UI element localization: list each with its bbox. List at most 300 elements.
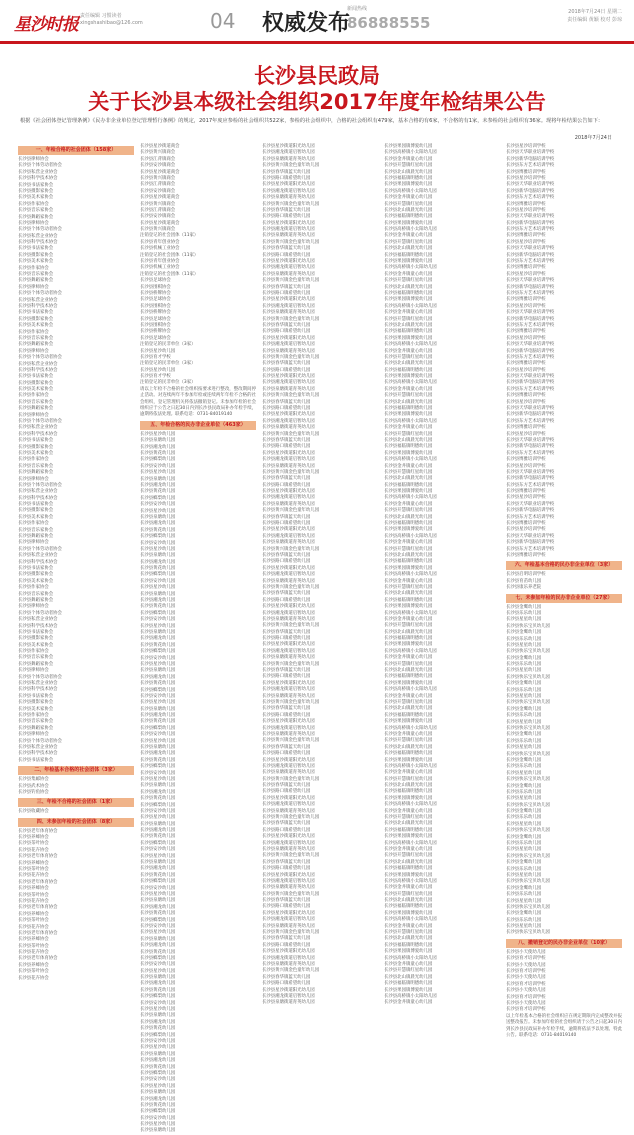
organization-item: 长沙县星沙街道阳光幼儿园 bbox=[262, 949, 315, 955]
organization-item: 长沙县泉塘幼儿园 bbox=[140, 745, 176, 751]
organization-item: 长沙县金鹰幼儿园 bbox=[506, 885, 542, 891]
organization-item: 长沙县安沙幼儿园 bbox=[140, 693, 176, 699]
organization-item: 长沙县福临镇明德幼儿园 bbox=[384, 406, 433, 412]
organization-item: 长沙县福临镇明德幼儿园 bbox=[384, 521, 433, 527]
organization-item: 长沙县湘龙幼儿园 bbox=[140, 559, 176, 565]
organization-item: 长沙县茶叶协会 bbox=[18, 943, 49, 949]
organization-item: 长沙县安沙幼儿园 bbox=[140, 578, 176, 584]
organization-item: 长沙县花卉协会 bbox=[18, 924, 49, 930]
organization-item: 长沙县星星幼儿园 bbox=[506, 694, 542, 700]
organization-item: 长沙县新华电脑培训学校 bbox=[506, 188, 555, 194]
organization-item: 长沙县新华电脑培训学校 bbox=[506, 156, 555, 162]
organization-item: 注销登记的民非单位（3家） bbox=[140, 342, 196, 348]
organization-item: 长沙县博雅培训学校 bbox=[506, 329, 546, 335]
organization-item: 长沙县私营企业协会 bbox=[18, 169, 58, 175]
organization-item: 长沙县黄花幼儿园 bbox=[140, 1102, 176, 1108]
organization-item: 长沙县小天使幼儿园 bbox=[506, 975, 546, 981]
organization-item: 长沙县音乐家协会 bbox=[18, 208, 54, 214]
organization-item: 长沙县乐乐幼儿园 bbox=[506, 815, 542, 821]
organization-item: 长沙县作家协会 bbox=[18, 712, 49, 718]
organization-item: 长沙县春华镇蓝天幼儿园 bbox=[262, 322, 311, 328]
organization-item: 长沙县个体劳动者协会 bbox=[18, 227, 62, 233]
organization-item: 长沙县星沙培训学校 bbox=[506, 144, 546, 149]
organization-item: 长沙县星星幼儿园 bbox=[506, 617, 542, 623]
organization-item: 长沙县高桥镇小太阳幼儿园 bbox=[384, 878, 437, 884]
hotline-label: 新闻热线 bbox=[347, 6, 368, 12]
organization-item: 长沙县金鹰幼儿园 bbox=[506, 681, 542, 687]
organization-item: 长沙县花卉协会 bbox=[18, 950, 49, 956]
organization-item: 长沙县围棋协会 bbox=[140, 303, 171, 309]
organization-item: 长沙县泉塘街道育英幼儿园 bbox=[262, 693, 315, 699]
organization-item: 长沙县果园镇博爱幼儿园 bbox=[384, 144, 433, 149]
organization-item: 长沙县启明培训学校 bbox=[506, 572, 546, 578]
organization-item: 长沙县路口镇希望幼儿园 bbox=[262, 827, 311, 833]
organization-item: 长沙县金井镇童心幼儿园 bbox=[384, 540, 433, 546]
organization-item: 长沙县黄兴镇金色童年幼儿园 bbox=[262, 968, 320, 974]
organization-item: 长沙县星沙幼儿园 bbox=[140, 815, 176, 821]
organization-item: 长沙县金井镇童心幼儿园 bbox=[384, 616, 433, 622]
organization-item: 长沙县美术家协会 bbox=[18, 514, 54, 520]
organization-item: 长沙县快乐宝贝幼儿园 bbox=[506, 828, 550, 834]
organization-item: 长沙县福临镇明德幼儿园 bbox=[384, 367, 433, 373]
organization-item: 长沙县天华职业培训学校 bbox=[506, 150, 555, 156]
organization-item: 长沙县私营企业协会 bbox=[18, 744, 58, 750]
organization-item: 长沙县围棋协会 bbox=[140, 322, 171, 328]
organization-item: 长沙县星沙街道阳光幼儿园 bbox=[262, 834, 315, 840]
organization-item: 长沙县花卉协会 bbox=[18, 873, 49, 879]
organization-item: 长沙县星沙幼儿园 bbox=[140, 853, 176, 859]
organization-item: 长沙县泉塘幼儿园 bbox=[140, 975, 176, 981]
organization-item: 长沙县快乐宝贝幼儿园 bbox=[506, 853, 550, 859]
organization-item: 长沙县天华职业培训学校 bbox=[506, 342, 555, 348]
organization-item: 长沙县金井镇童心幼儿园 bbox=[384, 578, 433, 584]
category-header: 二、年检基本合格的社会团体（3家） bbox=[18, 766, 134, 775]
organization-item: 长沙县安沙幼儿园 bbox=[140, 1115, 176, 1121]
organization-item: 长沙县金井镇童心幼儿园 bbox=[384, 1000, 433, 1006]
organization-item: 长沙县高桥镇小太阳幼儿园 bbox=[384, 802, 437, 808]
logo-sub-line: xingshashibao@126.com bbox=[80, 20, 143, 26]
organization-item: 长沙县养蜂协会 bbox=[18, 860, 49, 866]
organization-item: 长沙县黄兴镇金色童年幼儿园 bbox=[262, 163, 320, 169]
organization-item: 长沙县金井镇童心幼儿园 bbox=[384, 923, 433, 929]
organization-item: 长沙县湘龙街道启智幼儿园 bbox=[262, 610, 315, 616]
organization-item: 长沙县个体劳动者协会 bbox=[18, 482, 62, 488]
organization-item: 长沙县快乐宝贝幼儿园 bbox=[506, 904, 550, 910]
organization-item: 长沙县东方艺术培训学校 bbox=[506, 546, 555, 552]
organization-item: 长沙县星沙街道商会 bbox=[140, 144, 180, 149]
organization-item: 长沙县黄兴镇金色童年幼儿园 bbox=[262, 431, 320, 437]
organization-item: 长沙县乐乐幼儿园 bbox=[506, 662, 542, 668]
organization-item: 长沙县星沙街道阳光幼儿园 bbox=[262, 527, 315, 533]
organization-item: 长沙县律师协会 bbox=[18, 604, 49, 610]
organization-item: 长沙县福临镇明德幼儿园 bbox=[384, 827, 433, 833]
organization-item: 长沙县高桥镇小太阳幼儿园 bbox=[384, 150, 437, 156]
organization-item: 长沙县东方艺术培训学校 bbox=[506, 163, 555, 169]
organization-item: 长沙县育苗幼儿园 bbox=[506, 578, 542, 584]
organization-item: 长沙县星沙街道阳光幼儿园 bbox=[262, 872, 315, 878]
organization-item: 长沙县泉塘幼儿园 bbox=[140, 1013, 176, 1019]
organization-item: 长沙县湘龙幼儿园 bbox=[140, 598, 176, 604]
organization-item: 长沙县路口镇希望幼儿园 bbox=[262, 559, 311, 565]
organization-item: 长沙县私营企业协会 bbox=[18, 489, 58, 495]
column bbox=[384, 144, 500, 1014]
organization-item: 长沙县高桥镇小太阳幼儿园 bbox=[384, 227, 437, 233]
organization-item: 长沙县北山镇晨光幼儿园 bbox=[384, 514, 433, 520]
organization-item: 长沙县天华职业培训学校 bbox=[506, 406, 555, 412]
organization-item: 长沙县黄花幼儿园 bbox=[140, 527, 176, 533]
organization-item: 长沙县黄兴镇金色童年幼儿园 bbox=[262, 354, 320, 360]
organization-item: 长沙县安沙幼儿园 bbox=[140, 540, 176, 546]
organization-item: 长沙县果园镇博爱幼儿园 bbox=[384, 834, 433, 840]
organization-item: 长沙县泉塘街道育英幼儿园 bbox=[262, 1000, 315, 1006]
organization-item: 长沙县湘龙幼儿园 bbox=[140, 789, 176, 795]
category-header: 四、未参加年检的社会团体（8家） bbox=[18, 818, 134, 827]
organization-item: 长沙县开慧镇红星幼儿园 bbox=[384, 853, 433, 859]
organization-item: 长沙县星沙幼儿园 bbox=[140, 776, 176, 782]
organization-item: 长沙县黄花幼儿园 bbox=[140, 451, 176, 457]
organization-item: 长沙县春华镇蓝天幼儿园 bbox=[262, 207, 311, 213]
organization-item: 长沙县育才学校 bbox=[140, 354, 171, 360]
organization-item: 长沙县星星幼儿园 bbox=[506, 821, 542, 827]
organization-item: 长沙县机械工业协会 bbox=[140, 265, 180, 271]
organization-item: 长沙县星沙幼儿园 bbox=[140, 892, 176, 897]
organization-item: 长沙县私营企业协会 bbox=[18, 425, 58, 431]
organization-item: 长沙县湘龙幼儿园 bbox=[140, 1096, 176, 1102]
organization-item: 长沙县榔梨幼儿园 bbox=[140, 725, 176, 731]
organization-item: 长沙县快乐宝贝幼儿园 bbox=[506, 700, 550, 706]
organization-item: 长沙县黄花幼儿园 bbox=[140, 987, 176, 993]
organization-item: 长沙县书法家协会 bbox=[18, 182, 54, 188]
organization-item: 长沙县黄兴镇金色童年幼儿园 bbox=[262, 508, 320, 514]
organization-item: 长沙县美术家协会 bbox=[18, 450, 54, 456]
organization-item: 长沙县福临镇明德幼儿园 bbox=[384, 559, 433, 565]
organization-item: 长沙县星沙幼儿园 bbox=[140, 623, 176, 629]
organization-item: 长沙县美术家协会 bbox=[18, 259, 54, 265]
headline-line-1: 长沙县民政局 bbox=[254, 64, 380, 88]
organization-item: 长沙县黄兴镇商会 bbox=[140, 201, 176, 207]
organization-item: 长沙县果园镇博爱幼儿园 bbox=[384, 374, 433, 380]
organization-item: 长沙县果园镇博爱幼儿园 bbox=[384, 220, 433, 226]
organization-item: 长沙县星沙幼儿园 bbox=[140, 661, 176, 667]
organization-item: 长沙县黄兴镇金色童年幼儿园 bbox=[262, 853, 320, 859]
organization-item: 长沙县律师协会 bbox=[18, 412, 49, 418]
organization-item: 长沙县路口镇希望幼儿园 bbox=[262, 521, 311, 527]
organization-item: 长沙县黄花幼儿园 bbox=[140, 757, 176, 763]
organization-item: 长沙县乐乐幼儿园 bbox=[506, 866, 542, 872]
organization-item: 长沙县果园镇博爱幼儿园 bbox=[384, 719, 433, 725]
organization-item: 长沙县科学技术协会 bbox=[18, 623, 58, 629]
organization-item: 长沙县北山镇晨光幼儿园 bbox=[384, 246, 433, 252]
organization-item: 长沙县果园镇博爱幼儿园 bbox=[384, 680, 433, 686]
organization-item: 长沙县茶叶协会 bbox=[18, 841, 49, 847]
organization-item: 长沙县星沙培训学校 bbox=[506, 175, 546, 181]
organization-item: 长沙县科学技术协会 bbox=[18, 559, 58, 565]
organization-item: 长沙县路口镇希望幼儿园 bbox=[262, 751, 311, 757]
organization-item: 长沙县路口镇希望幼儿园 bbox=[262, 290, 311, 296]
organization-item: 长沙县湘龙幼儿园 bbox=[140, 1058, 176, 1064]
organization-item: 长沙县泉塘街道育英幼儿园 bbox=[262, 770, 315, 776]
organization-item: 长沙县春华镇蓝天幼儿园 bbox=[262, 361, 311, 367]
organization-item: 长沙县泉塘街道育英幼儿园 bbox=[262, 846, 315, 852]
organization-item: 长沙县老年体育协会 bbox=[18, 956, 58, 962]
organization-item: 长沙县湘龙幼儿园 bbox=[140, 483, 176, 488]
organization-item: 长沙县金井镇童心幼儿园 bbox=[384, 463, 433, 469]
organization-item: 长沙县乐乐幼儿园 bbox=[506, 892, 542, 898]
organization-item: 长沙县泉塘街道育英幼儿园 bbox=[262, 616, 315, 622]
organization-item: 长沙县书法家协会 bbox=[18, 374, 54, 380]
organization-item: 长沙县青年创业协会 bbox=[140, 259, 180, 265]
masthead-editor: 责任编辑 黄颖 校对 彭琼 bbox=[567, 17, 622, 23]
organization-item: 长沙县星沙幼儿园 bbox=[140, 1045, 176, 1051]
organization-item: 长沙县摄影家协会 bbox=[18, 316, 54, 322]
organization-item: 长沙县果园镇博爱幼儿园 bbox=[384, 335, 433, 341]
organization-item: 长沙县泉塘街道育英幼儿园 bbox=[262, 271, 315, 277]
organization-item: 长沙县个体劳动者协会 bbox=[18, 546, 62, 552]
organization-item: 长沙县春华镇蓝天幼儿园 bbox=[262, 898, 311, 904]
organization-item: 长沙县泉塘街道育英幼儿园 bbox=[262, 962, 315, 967]
organization-item: 长沙县书法家协会 bbox=[18, 629, 54, 635]
organization-item: 长沙县高桥镇小太阳幼儿园 bbox=[384, 610, 437, 616]
organization-item: 长沙县茶叶协会 bbox=[18, 892, 49, 898]
organization-item: 长沙县北山镇晨光幼儿园 bbox=[384, 284, 433, 290]
organization-item: 长沙县北山镇晨光幼儿园 bbox=[384, 974, 433, 980]
organization-item: 长沙县老年体育协会 bbox=[18, 828, 58, 834]
organization-item: 长沙县围棋协会 bbox=[140, 284, 171, 290]
organization-item: 长沙县天华职业培训学校 bbox=[506, 310, 555, 316]
organization-item: 长沙县福临镇明德幼儿园 bbox=[384, 751, 433, 757]
organization-item: 长沙县开慧镇红星幼儿园 bbox=[384, 623, 433, 629]
organization-item: 长沙县金井镇童心幼儿园 bbox=[384, 271, 433, 277]
organization-item: 长沙县星沙幼儿园 bbox=[140, 508, 176, 514]
organization-item: 长沙县星沙培训学校 bbox=[506, 367, 546, 373]
organization-item: 长沙县黄花幼儿园 bbox=[140, 834, 176, 840]
organization-item: 长沙县开慧镇红星幼儿园 bbox=[384, 815, 433, 821]
organization-item: 长沙县老年体育协会 bbox=[18, 854, 58, 860]
organization-item: 长沙县音乐家协会 bbox=[18, 591, 54, 597]
organization-item: 长沙县泉塘幼儿园 bbox=[140, 1090, 176, 1096]
organization-item: 长沙县茶叶协会 bbox=[18, 867, 49, 873]
organization-item: 长沙县天华职业培训学校 bbox=[506, 533, 555, 539]
organization-item: 长沙县榔梨幼儿园 bbox=[140, 917, 176, 923]
organization-item: 长沙县舞蹈家协会 bbox=[18, 725, 54, 731]
logo-subtitle bbox=[80, 13, 143, 27]
organization-item: 长沙县金井镇童心幼儿园 bbox=[384, 386, 433, 392]
organization-item: 长沙县果园镇博爱幼儿园 bbox=[384, 795, 433, 801]
organization-item: 注销登记的民非单位（3家） bbox=[140, 380, 196, 386]
organization-item: 长沙县路口镇希望幼儿园 bbox=[262, 904, 311, 910]
organization-item: 长沙县开慧镇红星幼儿园 bbox=[384, 469, 433, 475]
organization-item: 长沙县小天使幼儿园 bbox=[506, 949, 546, 955]
organization-item: 长沙县北山镇晨光幼儿园 bbox=[384, 437, 433, 443]
organization-item: 长沙县安沙幼儿园 bbox=[140, 655, 176, 661]
organization-item: 长沙县金井镇童心幼儿园 bbox=[384, 348, 433, 354]
organization-item: 长沙县安沙幼儿园 bbox=[140, 1000, 176, 1006]
organization-item: 长沙县湘龙幼儿园 bbox=[140, 981, 176, 987]
organization-item: 长沙县湘龙街道启智幼儿园 bbox=[262, 572, 315, 578]
organization-item: 长沙县北山镇晨光幼儿园 bbox=[384, 629, 433, 635]
organization-item: 长沙县湘龙街道启智幼儿园 bbox=[262, 763, 315, 769]
section-title: 权威发布 bbox=[262, 11, 351, 36]
organization-item: 长沙县快乐宝贝幼儿园 bbox=[506, 649, 550, 655]
organization-item: 长沙县北山镇晨光幼儿园 bbox=[384, 591, 433, 597]
organization-item: 长沙县黄兴镇金色童年幼儿园 bbox=[262, 815, 320, 821]
organization-item: 长沙县美术家协会 bbox=[18, 195, 54, 201]
organization-item: 长沙县泉塘幼儿园 bbox=[140, 1128, 176, 1134]
organization-item: 长沙县湘龙幼儿园 bbox=[140, 943, 176, 949]
organization-item: 长沙县黄兴镇金色童年幼儿园 bbox=[262, 469, 320, 475]
organization-item: 长沙县音乐家协会 bbox=[18, 719, 54, 725]
organization-item: 长沙县榔梨幼儿园 bbox=[140, 1032, 176, 1038]
organization-item: 长沙县福临镇明德幼儿园 bbox=[384, 789, 433, 795]
organization-item: 长沙县老年体育协会 bbox=[18, 930, 58, 936]
organization-item: 长沙县榔梨幼儿园 bbox=[140, 649, 176, 655]
organization-item: 长沙县星沙幼儿园 bbox=[140, 367, 176, 373]
organization-item: 长沙县北山镇晨光幼儿园 bbox=[384, 783, 433, 789]
organization-item: 长沙县高桥镇小太阳幼儿园 bbox=[384, 955, 437, 961]
organization-item: 长沙县音乐家协会 bbox=[18, 655, 54, 661]
organization-item: 长沙县律师协会 bbox=[18, 284, 49, 290]
organization-item: 长沙县高桥镇小太阳幼儿园 bbox=[384, 840, 437, 846]
organization-item: 长沙县开慧镇红星幼儿园 bbox=[384, 584, 433, 590]
organization-item: 长沙县桥牌协会 bbox=[140, 290, 171, 296]
organization-item: 长沙县春华镇蓝天幼儿园 bbox=[262, 936, 311, 942]
organization-item: 长沙县黄兴镇金色童年幼儿园 bbox=[262, 738, 320, 744]
organization-item: 长沙县金鹰幼儿园 bbox=[506, 834, 542, 840]
organization-item: 长沙县星沙幼儿园 bbox=[140, 1083, 176, 1089]
organization-item: 长沙县安沙幼儿园 bbox=[140, 962, 176, 968]
organization-item: 长沙县泉塘幼儿园 bbox=[140, 553, 176, 559]
organization-item: 长沙县路口镇希望幼儿园 bbox=[262, 175, 311, 181]
organization-item: 长沙县作家协会 bbox=[18, 265, 49, 271]
organization-item: 长沙县榔梨幼儿园 bbox=[140, 764, 176, 770]
organization-item: 长沙县机械工业协会 bbox=[140, 246, 180, 252]
organization-item: 长沙县博雅培训学校 bbox=[506, 233, 546, 239]
organization-item: 长沙县开慧镇红星幼儿园 bbox=[384, 239, 433, 245]
organization-item: 长沙县果园镇博爱幼儿园 bbox=[384, 527, 433, 533]
organization-item: 长沙县北山镇晨光幼儿园 bbox=[384, 322, 433, 328]
organization-item: 长沙县集邮协会 bbox=[18, 777, 49, 783]
organization-item: 长沙县开慧镇红星幼儿园 bbox=[384, 508, 433, 514]
organization-item: 长沙县星星幼儿园 bbox=[506, 719, 542, 725]
organization-item: 长沙县黄兴镇金色童年幼儿园 bbox=[262, 239, 320, 245]
organization-item: 长沙县星沙幼儿园 bbox=[140, 585, 176, 591]
organization-item: 长沙县快乐宝贝幼儿园 bbox=[506, 674, 550, 680]
organization-item: 长沙县钓鱼协会 bbox=[18, 789, 49, 795]
organization-item: 长沙县个体劳动者协会 bbox=[18, 610, 62, 616]
organization-item: 长沙县足球协会 bbox=[140, 278, 171, 284]
organization-item: 长沙县舞蹈家协会 bbox=[18, 661, 54, 667]
organization-item: 长沙县春华镇蓝天幼儿园 bbox=[262, 514, 311, 520]
organization-item: 长沙县星沙街道阳光幼儿园 bbox=[262, 565, 315, 571]
organization-item: 长沙县新华电脑培训学校 bbox=[506, 316, 555, 322]
organization-item: 长沙县乐乐幼儿园 bbox=[506, 687, 542, 693]
organization-item: 长沙县安沙幼儿园 bbox=[140, 1077, 176, 1083]
organization-item: 长沙县福临镇明德幼儿园 bbox=[384, 981, 433, 987]
organization-item: 长沙县星沙街道阳光幼儿园 bbox=[262, 795, 315, 801]
organization-item: 长沙县育才培训学校 bbox=[506, 981, 546, 987]
organization-item: 长沙县果园镇博爱幼儿园 bbox=[384, 412, 433, 418]
masthead-info bbox=[567, 8, 622, 24]
organization-item: 长沙县个体劳动者协会 bbox=[18, 355, 62, 361]
organization-item: 长沙县乐乐幼儿园 bbox=[506, 738, 542, 744]
organization-item: 长沙县开慧镇红星幼儿园 bbox=[384, 201, 433, 207]
organization-item: 长沙县湘龙街道启智幼儿园 bbox=[262, 418, 315, 424]
organization-item: 长沙县星沙街道阳光幼儿园 bbox=[262, 374, 315, 380]
organization-item: 注销登记的社会团体（11家） bbox=[140, 252, 199, 258]
organization-item: 长沙县书法家协会 bbox=[18, 310, 54, 316]
organization-item: 长沙县乐乐幼儿园 bbox=[506, 764, 542, 770]
organization-item: 长沙县福临镇明德幼儿园 bbox=[384, 444, 433, 450]
organization-item: 长沙县泉塘街道育英幼儿园 bbox=[262, 808, 315, 814]
headline-line-2: 关于长沙县本级社会组织2017年度年检结果公告 bbox=[88, 90, 546, 114]
organization-item: 长沙县桥牌协会 bbox=[140, 310, 171, 316]
organization-item: 长沙县福临镇明德幼儿园 bbox=[384, 214, 433, 220]
organization-item: 长沙县高桥镇小太阳幼儿园 bbox=[384, 993, 437, 999]
organization-item: 长沙县福临镇明德幼儿园 bbox=[384, 252, 433, 258]
organization-item: 长沙县黄花幼儿园 bbox=[140, 681, 176, 687]
organization-item: 长沙县快乐宝贝幼儿园 bbox=[506, 623, 550, 629]
organization-item: 长沙县摄影家协会 bbox=[18, 444, 54, 450]
organization-item: 长沙县养蜂协会 bbox=[18, 937, 49, 943]
organization-item: 长沙县高桥镇小太阳幼儿园 bbox=[384, 342, 437, 348]
organization-item: 长沙县路口镇希望幼儿园 bbox=[262, 406, 311, 412]
category-header: 三、年检不合格的社会团体（1家） bbox=[18, 798, 134, 807]
intro-paragraph: 根据《社会团体登记管理条例》《民办非企业单位登记管理暂行条例》的规定，2017年度应参检的社会组织共522家，参检的社会组织中，合格的社会组织有479家，基本合格的有6家，不合格的有1家，未参检的社会组织有36家。现将年检结果公告如下： bbox=[20, 118, 604, 124]
organization-item: 长沙县高桥镇小太阳幼儿园 bbox=[384, 188, 437, 194]
organization-item: 长沙县新华电脑培训学校 bbox=[506, 540, 555, 546]
organization-item: 长沙县博雅培训学校 bbox=[506, 361, 546, 367]
organization-item: 长沙县榔梨幼儿园 bbox=[140, 994, 176, 1000]
organization-item: 长沙县东方艺术培训学校 bbox=[506, 450, 555, 456]
organization-item: 长沙县金井镇童心幼儿园 bbox=[384, 731, 433, 737]
organization-item: 长沙县湘龙街道启智幼儿园 bbox=[262, 802, 315, 808]
organization-item: 长沙县高桥镇小太阳幼儿园 bbox=[384, 917, 437, 923]
organization-item: 长沙县黄花幼儿园 bbox=[140, 796, 176, 802]
organization-item: 长沙县个体劳动者协会 bbox=[18, 674, 62, 680]
organization-item: 长沙县星沙街道阳光幼儿园 bbox=[262, 757, 315, 763]
organization-item: 长沙县星沙培训学校 bbox=[506, 527, 546, 533]
organization-item: 长沙县天华职业培训学校 bbox=[506, 374, 555, 380]
organization-item: 长沙县高桥镇小太阳幼儿园 bbox=[384, 763, 437, 769]
organization-item: 长沙县花卉协会 bbox=[18, 847, 49, 853]
organization-item: 长沙县私营企业协会 bbox=[18, 617, 58, 623]
organization-item: 长沙县天华职业培训学校 bbox=[506, 278, 555, 284]
organization-item: 长沙县私营企业协会 bbox=[18, 681, 58, 687]
organization-item: 长沙县春华镇蓝天幼儿园 bbox=[262, 284, 311, 290]
organization-item: 长沙县春华镇蓝天幼儿园 bbox=[262, 821, 311, 827]
organization-item: 长沙县作家协会 bbox=[18, 457, 49, 463]
organization-item: 长沙县金鹰幼儿园 bbox=[506, 911, 542, 917]
organization-item: 长沙县摄影家协会 bbox=[18, 700, 54, 706]
organization-item: 长沙县榔梨幼儿园 bbox=[140, 687, 176, 693]
organization-item: 长沙县高桥镇小太阳幼儿园 bbox=[384, 265, 437, 271]
organization-item: 长沙县星沙幼儿园 bbox=[140, 1007, 176, 1013]
organization-item: 长沙县开慧镇红星幼儿园 bbox=[384, 699, 433, 705]
organization-item: 长沙县摄影家协会 bbox=[18, 188, 54, 194]
organization-item: 长沙县春华镇蓝天幼儿园 bbox=[262, 974, 311, 980]
organization-item: 长沙县湘龙街道启智幼儿园 bbox=[262, 725, 315, 731]
organization-item: 长沙县金井镇童心幼儿园 bbox=[384, 195, 433, 201]
organization-item: 长沙县北山镇晨光幼儿园 bbox=[384, 361, 433, 367]
organization-item: 长沙县育才学校 bbox=[140, 374, 171, 380]
organization-item: 长沙县福临镇明德幼儿园 bbox=[384, 712, 433, 718]
organization-item: 长沙县金井镇童心幼儿园 bbox=[384, 962, 433, 967]
organization-item: 长沙县作家协会 bbox=[18, 521, 49, 527]
organization-item: 长沙县湘龙街道启智幼儿园 bbox=[262, 687, 315, 693]
organization-item: 长沙县安沙镇商会 bbox=[140, 188, 176, 194]
organization-item: 长沙县泉塘幼儿园 bbox=[140, 629, 176, 635]
organization-item: 长沙县高桥镇小太阳幼儿园 bbox=[384, 457, 437, 463]
